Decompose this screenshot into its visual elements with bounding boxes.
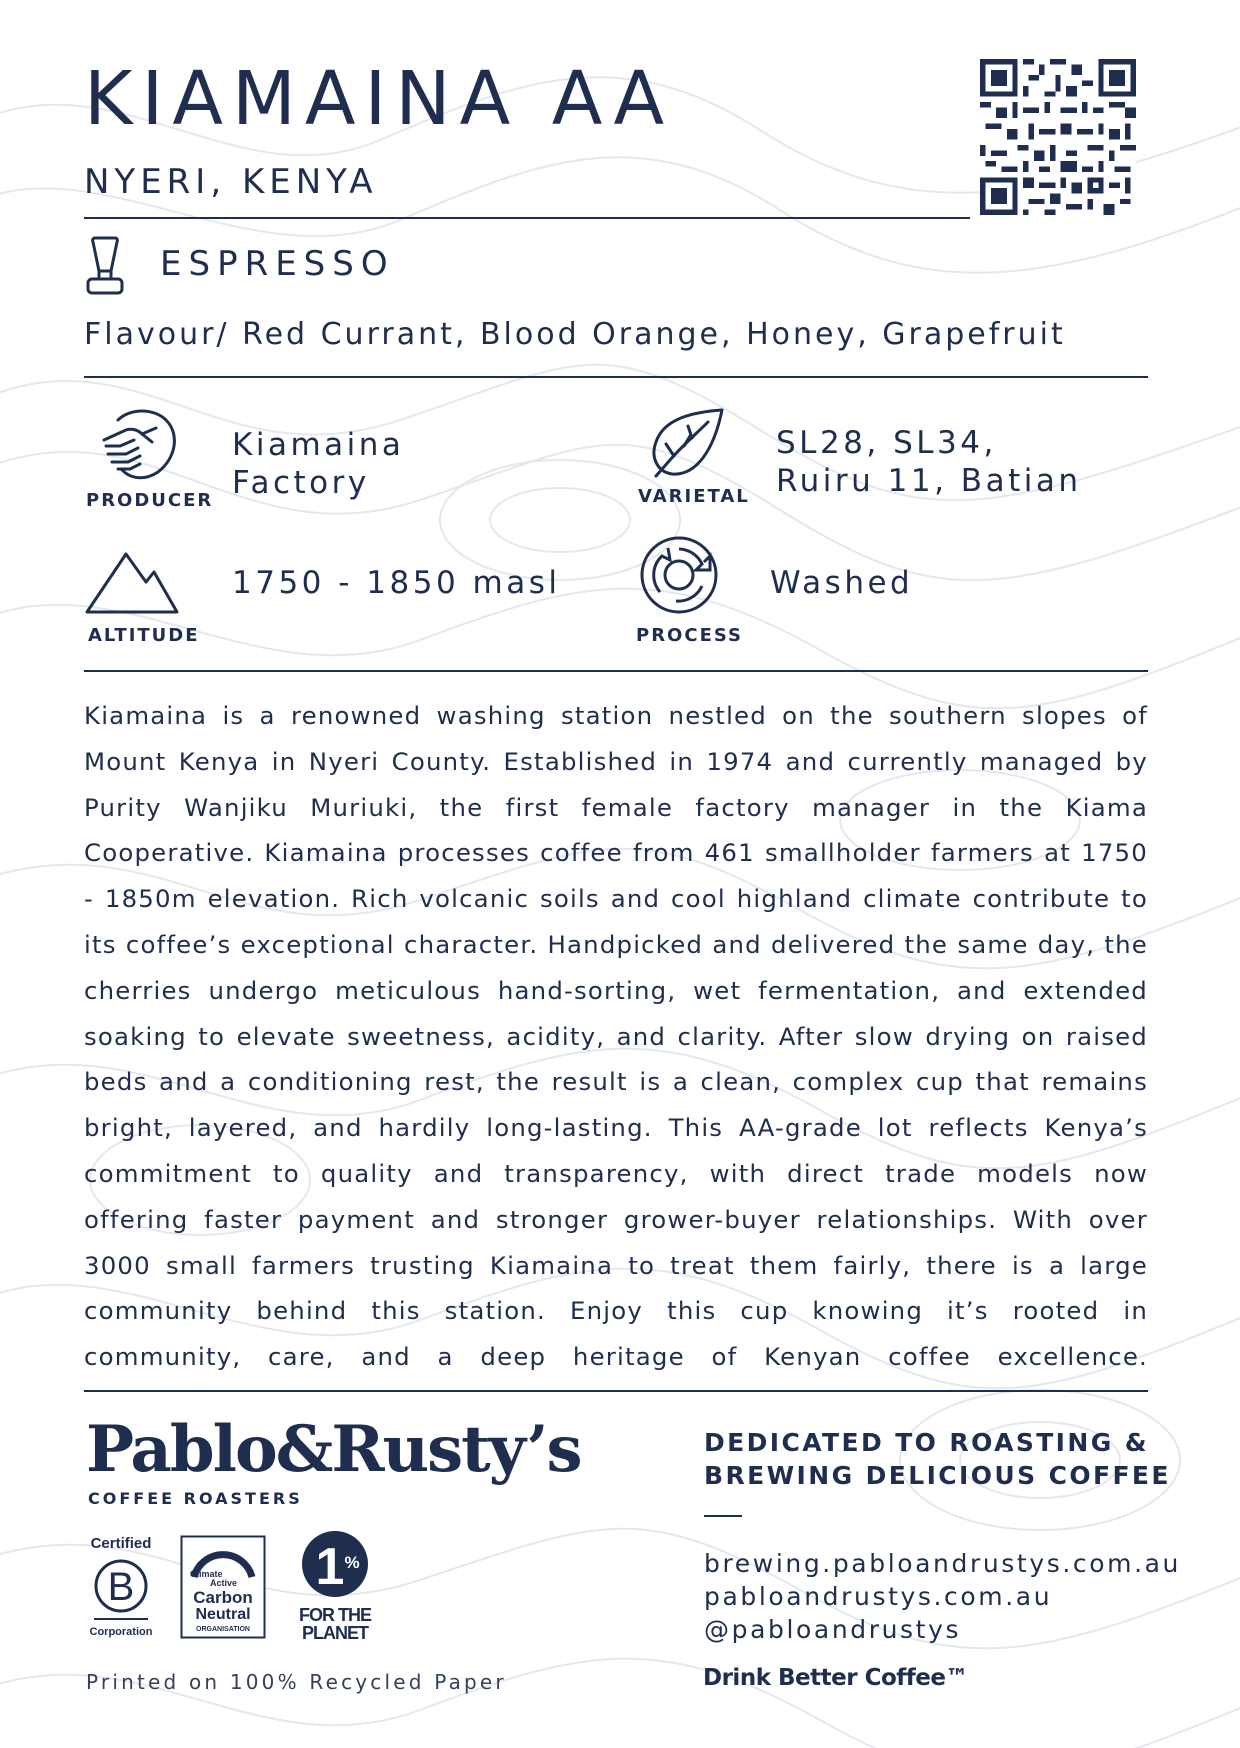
planet-number: 1 [315,1538,345,1596]
altitude-label: ALTITUDE [88,625,200,646]
producer-label: PRODUCER [86,490,214,511]
bcorp-certified-icon [86,1534,156,1642]
bcorp-letter: B [107,1565,135,1609]
varietal-value-line2: Ruiru 11, Batian [776,463,1082,499]
tamper-icon [84,235,126,297]
climate-line4: Neutral [195,1606,251,1623]
process-value: Washed [770,565,914,601]
main-website-link[interactable]: pabloandrustys.com.au [704,1582,1053,1611]
flavour-divider [84,376,1148,378]
tagline-line2: BREWING DELICIOUS COFFEE [704,1461,1171,1490]
bcorp-top-text: Certified [90,1535,152,1552]
planet-line2: PLANET [302,1623,368,1643]
producer-value-line1: Kiamaina [232,427,405,463]
attributes-divider [84,670,1148,672]
description-divider [84,1390,1148,1392]
altitude-value: 1750 - 1850 masl [232,565,561,601]
flavour-notes: Flavour/ Red Currant, Blood Orange, Honey, Grapefruit [84,317,1066,352]
varietal-value-line1: SL28, SL34, [776,425,997,461]
process-label: PROCESS [636,625,743,646]
climate-line2: Active [210,1578,238,1588]
social-handle-link[interactable]: @pabloandrustys [704,1615,962,1644]
header-divider [84,217,970,219]
brand-subtitle: COFFEE ROASTERS [88,1489,303,1508]
recycled-paper-note: Printed on 100% Recycled Paper [86,1670,507,1694]
producer-value-line2: Factory [232,465,370,501]
brand-slogan: Drink Better Coffee™ [703,1665,968,1691]
climate-line5: ORGANISATION [196,1626,250,1633]
leaf-icon [648,406,728,478]
handshake-icon [96,406,182,484]
contact-links [704,1547,1181,1646]
climate-line3: Carbon [193,1588,253,1607]
planet-percent: % [344,1553,360,1572]
carbon-neutral-icon [180,1535,266,1639]
brand-logo: Pablo&Rusty’s [86,1412,581,1487]
one-percent-planet-icon [290,1528,380,1643]
coffee-description: Kiamaina is a renowned washing station nestled on the southern slopes of Mount Kenya in Nyeri County. Established in 1974 and currently managed by Purity Wanjiku Muriuki, the first female factory manager in the Kiama Cooperative. Kiamaina processes coffee from 461 smallholder farmers at 1750 - 1850m elevation. Rich volcanic soils and cool highland climate contribute to its coffee’s exceptional character. Handpicked and delivered the same day, the cherries undergo meticulous hand-sorting, wet fermentation, and extended soaking to elevate sweetness, acidity, and clarity. After slow drying on raised beds and a conditioning rest, the result is a clean, complex cup that remains bright, layered, and hardily long-lasting. This AA-grade lot reflects Kenya’s commitment to quality and transparency, with direct trade models now offering faster payment and stronger grower-buyer relationships. With over 3000 small farmers trusting Kiamaina to treat them fairly, there is a large community behind this station. Enjoy this cup knowing it’s rooted in community, care, and a deep heritage of Kenyan coffee excellence. [84,701,1148,1372]
tagline-line1: DEDICATED TO ROASTING & [704,1428,1149,1457]
planet-line1: FOR THE [299,1605,371,1625]
coffee-title: KIAMAINA AA [84,56,674,142]
brewing-website-link[interactable]: brewing.pabloandrustys.com.au [704,1549,1181,1578]
bcorp-bottom-text: Corporation [89,1626,153,1638]
climate-line1: Climate [190,1569,223,1579]
tagline-dash [704,1515,742,1517]
qr-code[interactable] [980,56,1136,218]
cycle-icon [638,534,720,616]
brew-method: ESPRESSO [160,244,395,284]
tagline [704,1426,1171,1492]
origin-subtitle: NYERI, KENYA [84,162,378,202]
mountain-icon [84,548,180,616]
varietal-label: VARIETAL [638,486,750,507]
